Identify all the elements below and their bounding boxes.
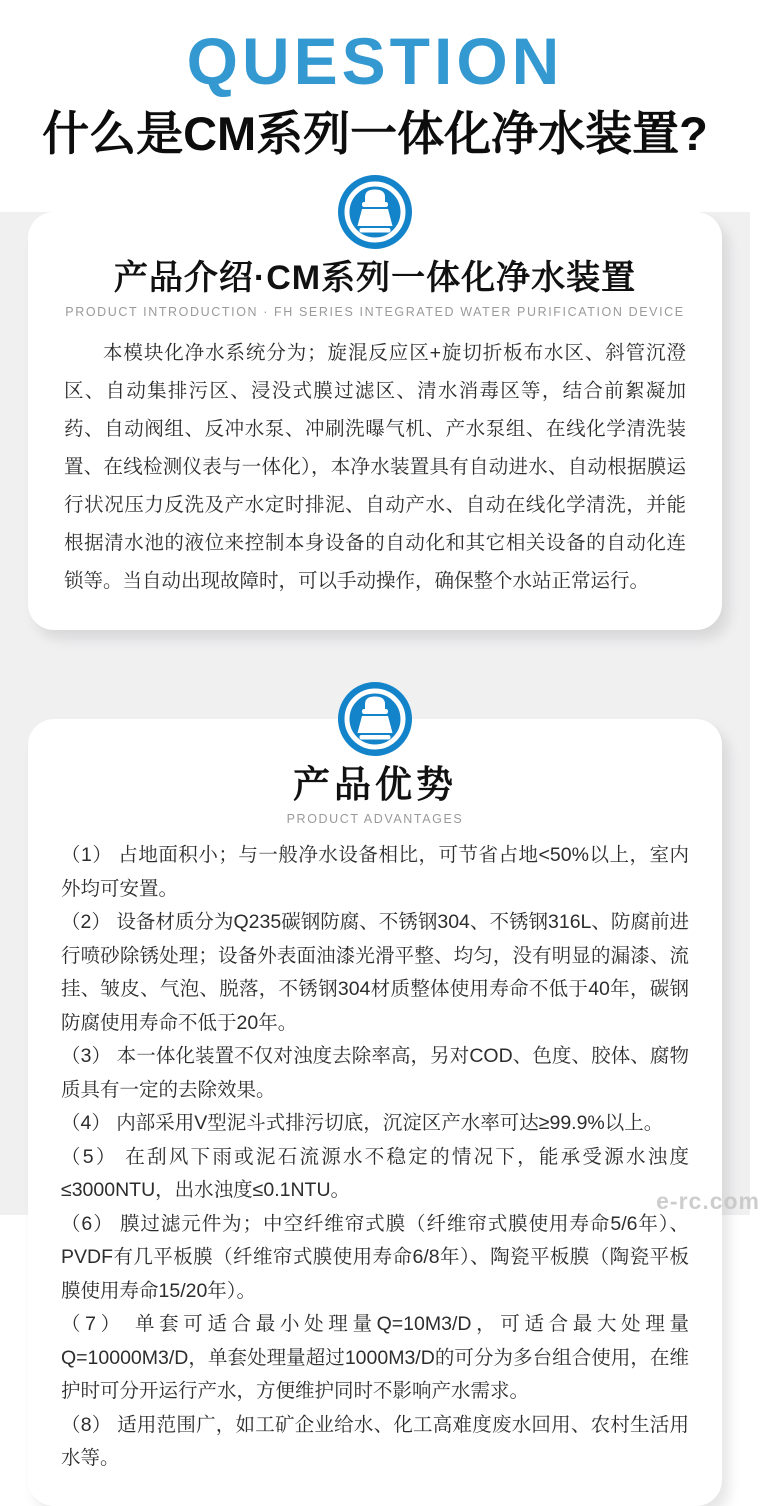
advantages-list: [61, 839, 689, 1476]
advantages-list-item: （3） 本一体化装置不仅对浊度去除率高，另对COD、色度、胶体、腐物质具有一定的去除效果。: [61, 1045, 689, 1101]
advantages-list-item: （1） 占地面积小；与一般净水设备相比，可节省占地<50%以上，室内外均可安置。: [61, 844, 689, 900]
intro-card-title: 产品介绍·CM系列一体化净水装置: [113, 259, 637, 297]
advantages-list-item: （2） 设备材质分为Q235碳钢防腐、不锈钢304、不锈钢316L、防腐前进行喷砂除锈处理；设备外表面油漆光滑平整、均匀，没有明显的漏漆、流挂、皱皮、气泡、脱落，不锈钢304材质整体使用寿命不低于40年，碳钢防腐使用寿命不低于20年。: [61, 911, 689, 1034]
advantages-list-item: （7） 单套可适合最小处理量Q=10M3/D，可适合最大处理量Q=10000M3/D，单套处理量超过1000M3/D的可分为多台组合使用，在维护时可分开运行产水，方便维护同时不影响产水需求。: [61, 1313, 689, 1402]
question-label: QUESTION: [186, 24, 564, 98]
advantages-list-item: （5） 在刮风下雨或泥石流源水不稳定的情况下，能承受源水浊度≤3000NTU，出水浊度≤0.1NTU。: [61, 1145, 689, 1201]
intro-card: [28, 212, 722, 630]
advantages-list-item: （8） 适用范围广，如工矿企业给水、化工高难度废水回用、农村生活用水等。: [61, 1413, 689, 1469]
advantages-card-subtitle: PRODUCT ADVANTAGES: [286, 812, 464, 826]
advantages-card-wrap: [28, 719, 722, 1506]
intro-card-header: [64, 258, 686, 319]
site-watermark: e-rc.com: [656, 1188, 760, 1214]
water-purifier-device-icon: [337, 174, 413, 250]
intro-card-wrap: [28, 212, 722, 630]
advantages-card-header: [61, 765, 689, 826]
intro-card-body: 本模块化净水系统分为；旋混反应区+旋切折板布水区、斜管沉澄区、自动集排污区、浸没式膜过滤区、清水消毒区等，结合前絮凝加药、自动阀组、反冲水泵、冲刷洗曝气机、产水泵组、在线化学清洗装置、在线检测仪表与一体化），本净水装置具有自动进水、自动根据膜运行状况压力反洗及产水定时排泥、自动产水、自动在线化学清洗，并能根据清水池的液位来控制本身设备的自动化和其它相关设备的自动化连锁等。当自动出现故障时，可以手动操作，确保整个水站正常运行。: [64, 342, 686, 592]
page-title: 什么是CM系列一体化净水装置?: [42, 107, 708, 160]
advantages-card: [28, 719, 722, 1506]
advantages-card-title: 产品优势: [293, 764, 457, 805]
intro-card-subtitle: PRODUCT INTRODUCTION · FH SERIES INTEGRATED WATER PURIFICATION DEVICE: [65, 305, 685, 319]
advantages-list-item: （6） 膜过滤元件为；中空纤维帘式膜（纤维帘式膜使用寿命5/6年）、PVDF有几平板膜（纤维帘式膜使用寿命6/8年）、陶瓷平板膜（陶瓷平板膜使用寿命15/20年）。: [61, 1212, 689, 1302]
advantages-list-item: （4） 内部采用V型泥斗式排污切底，沉淀区产水率可达≥99.9%以上。: [61, 1112, 664, 1134]
water-purifier-device-icon: [337, 681, 413, 757]
